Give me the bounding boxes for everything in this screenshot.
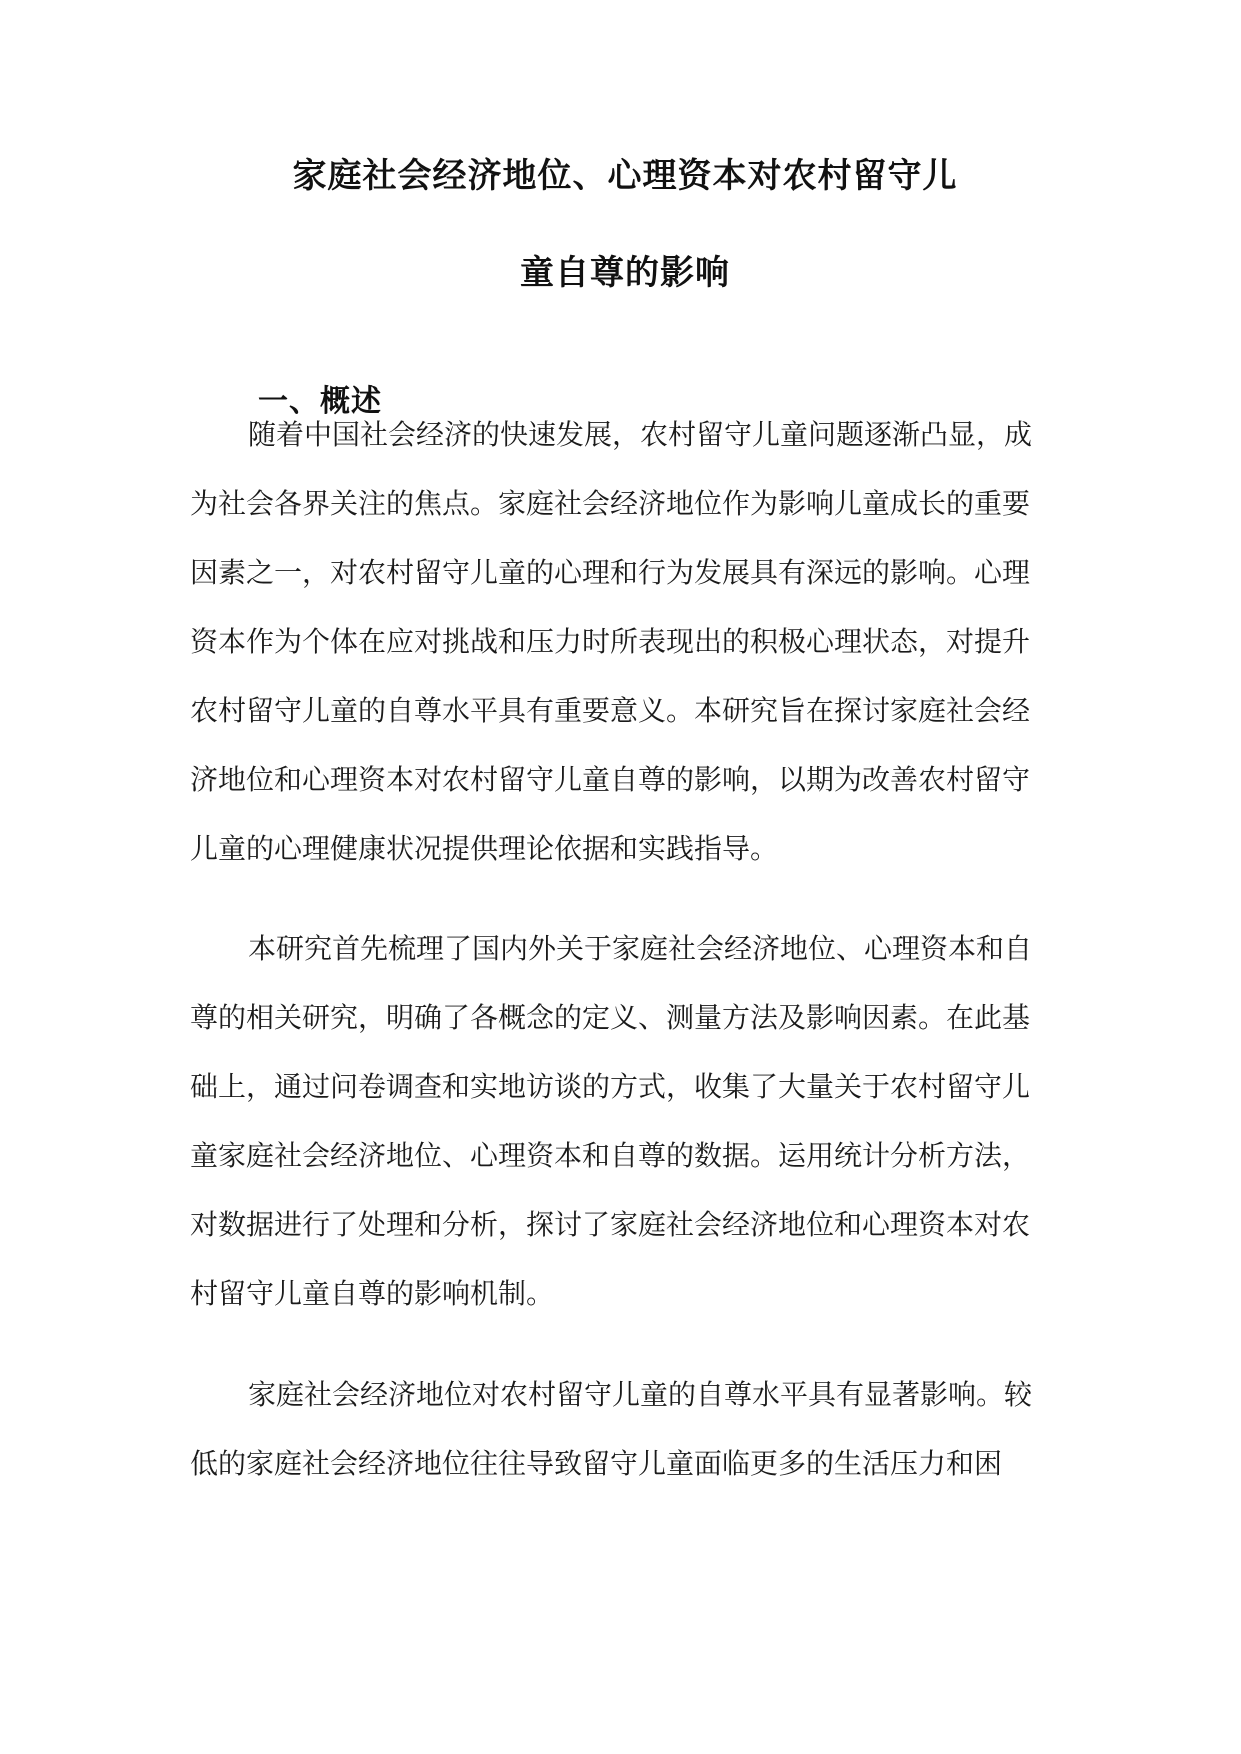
paragraph-line: 随着中国社会经济的快速发展，农村留守儿童问题逐渐凸显，成: [248, 418, 1033, 451]
paragraph-line: 为社会各界关注的焦点。家庭社会经济地位作为影响儿童成长的重要: [190, 487, 1031, 520]
paragraph-line: 础上，通过问卷调查和实地访谈的方式，收集了大量关于农村留守儿: [190, 1070, 1031, 1103]
paragraph-line: 村留守儿童自尊的影响机制。: [190, 1277, 555, 1310]
paragraph-line: 低的家庭社会经济地位往往导致留守儿童面临更多的生活压力和困: [190, 1447, 1003, 1480]
paragraph-3: [190, 1360, 1060, 1498]
paragraph-line: 农村留守儿童的自尊水平具有重要意义。本研究旨在探讨家庭社会经: [190, 694, 1031, 727]
paragraph-line: 济地位和心理资本对农村留守儿童自尊的影响，以期为改善农村留守: [190, 763, 1031, 796]
paragraph-line: 因素之一，对农村留守儿童的心理和行为发展具有深远的影响。心理: [190, 556, 1031, 589]
paragraph-line: 尊的相关研究，明确了各概念的定义、测量方法及影响因素。在此基: [190, 1001, 1031, 1034]
paragraph-line: 儿童的心理健康状况提供理论依据和实践指导。: [190, 832, 779, 865]
paragraph-1: [190, 400, 1060, 883]
document-title-line-1: 家庭社会经济地位、心理资本对农村留守儿: [292, 156, 958, 196]
paragraph-line: 本研究首先梳理了国内外关于家庭社会经济地位、心理资本和自: [248, 932, 1033, 965]
section-heading: 一、概述: [258, 384, 382, 419]
paragraph-2: [190, 914, 1060, 1328]
paragraph-line: 资本作为个体在应对挑战和压力时所表现出的积极心理状态，对提升: [190, 625, 1031, 658]
paragraph-line: 家庭社会经济地位对农村留守儿童的自尊水平具有显著影响。较: [248, 1378, 1033, 1411]
paragraph-line: 对数据进行了处理和分析，探讨了家庭社会经济地位和心理资本对农: [190, 1208, 1031, 1241]
document-title-line-2: 童自尊的影响: [520, 253, 730, 293]
paragraph-line: 童家庭社会经济地位、心理资本和自尊的数据。运用统计分析方法，: [190, 1139, 1031, 1172]
